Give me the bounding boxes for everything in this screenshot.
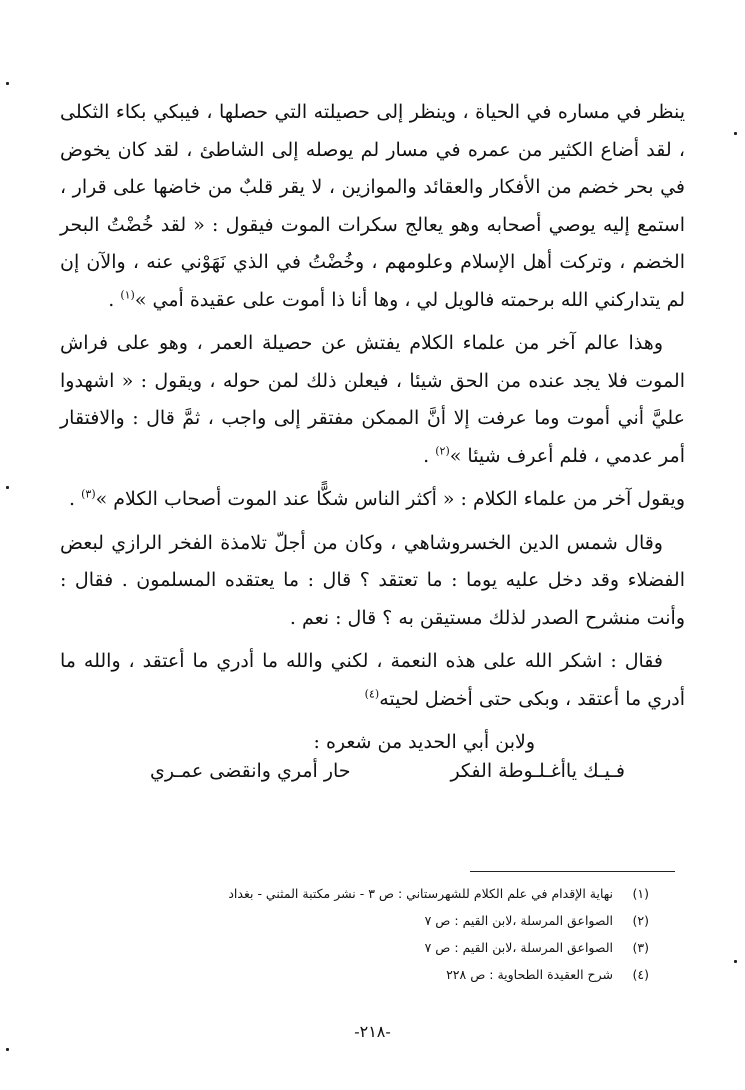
- poem-hemistich-second: حار أمري وانقضى عمـري: [150, 760, 351, 782]
- footnote: [200, 907, 649, 934]
- paragraph: ويقول آخر من علماء الكلام : « أكثر الناس شكًّا عند الموت أصحاب الكلام »$^{(٣)}$ .: [69, 487, 685, 510]
- poem-verse: [150, 756, 625, 786]
- margin-mark: [6, 1048, 9, 1051]
- main-text: [60, 94, 685, 762]
- footnote-ref: (١): [120, 288, 135, 302]
- margin-mark: [734, 132, 737, 135]
- footnotes: [200, 880, 649, 988]
- footnote: [200, 961, 649, 988]
- page-number: -٢١٨-: [354, 1022, 391, 1041]
- footnote-text: نهاية الإقدام في علم الكلام للشهرستاني : ص ٣ - نشر مكتبة المثني - بغداد: [228, 886, 613, 901]
- footnote-text: شرح العقيدة الطحاوية : ص ٢٢٨: [446, 967, 613, 982]
- footnote-separator: [470, 871, 675, 872]
- footnote: [200, 880, 649, 907]
- poem-intro: ولابن أبي الحديد من شعره :: [313, 731, 535, 753]
- paragraph: فقال : اشكر الله على هذه النعمة ، لكني والله ما أدري ما أعتقد ، والله ما أدري ما أعتقد ، وبكى حتى أخضل لحيته$^{(٤)}$: [60, 650, 685, 710]
- footnote-ref: (٣): [81, 487, 96, 501]
- footnote-number: (٣): [632, 940, 649, 955]
- margin-mark: [734, 960, 737, 963]
- poem-hemistich-first: فـيـك ياأغـلـوطة الفكر: [450, 760, 625, 782]
- footnote-ref: (٢): [435, 444, 450, 458]
- footnote-text: الصواعق المرسلة ،لابن القيم : ص ٧: [424, 940, 613, 955]
- footnote-number: (٢): [632, 913, 649, 928]
- paragraph: وهذا عالم آخر من علماء الكلام يفتش عن حصيلة العمر ، وهو على فراش الموت فلا يجد عنده من الحق شيئا ، فيعلن ذلك لمن حوله ، ويقول : « اشهدوا عليَّ أني أموت وما عرفت إلا أنَّ الممكن مفتقر إلى واجب ، ثمَّ قال : والافتقار أمر عدمي ، فلم أعرف شيئا »$^{(٢)}$ .: [60, 332, 685, 467]
- paragraph: ينظر في مساره في الحياة ، وينظر إلى حصيلته التي حصلها ، فيبكي بكاء الثكلى ، لقد أضاع الكثير من عمره في مسار لم يوصله إلى الشاطئ ، لقد كان يخوض في بحر خضم من الأفكار والعقائد والموازين ، لا يقر قلبٌ من خاضها على قرار ، استمع إليه يوصي أصحابه وهو يعالج سكرات الموت فيقول : « لقد خُضْتُ البحر الخضم ، وتركت أهل الإسلام وعلومهم ، وخُضْتُ في الذي نَهَوْني عنه ، والآن إن لم يتداركني الله برحمته فالويل لي ، وها أنا ذا أموت على عقيدة أمي »$^{(١)}$ .: [60, 101, 685, 311]
- footnote-text: الصواعق المرسلة ،لابن القيم : ص ٧: [424, 913, 613, 928]
- paragraph: وقال شمس الدين الخسروشاهي ، وكان من أجلّ تلامذة الفخر الرازي لبعض الفضلاء وقد دخل عليه يوما : ما تعتقد ؟ قال : ما يعتقده المسلمون . فقال : وأنت منشرح الصدر لذلك مستيقن به ؟ قال : نعم .: [60, 531, 685, 629]
- footnote-number: (١): [632, 886, 649, 901]
- margin-mark: [6, 486, 9, 489]
- footnote: [200, 934, 649, 961]
- footnote-number: (٤): [632, 967, 649, 982]
- margin-mark: [6, 82, 9, 85]
- footnote-ref: (٤): [364, 687, 380, 701]
